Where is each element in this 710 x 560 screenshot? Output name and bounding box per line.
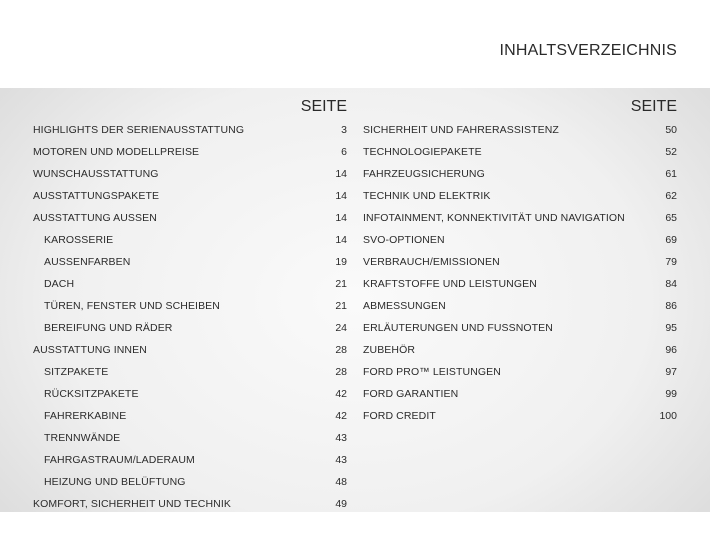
toc-entry-label: FORD CREDIT — [363, 410, 436, 422]
toc-entry-label: INFOTAINMENT, KONNEKTIVITÄT UND NAVIGATION — [363, 212, 625, 224]
toc-entry-label: AUSSTATTUNG AUSSEN — [33, 212, 157, 224]
toc-entry-page: 42 — [335, 388, 347, 400]
toc-entry-page: 49 — [335, 498, 347, 510]
toc-subentry[interactable] — [33, 471, 347, 493]
toc-column-right — [363, 96, 677, 427]
toc-entry[interactable] — [363, 163, 677, 185]
toc-entry[interactable] — [363, 141, 677, 163]
toc-entry-label: FORD GARANTIEN — [363, 388, 459, 400]
toc-subentry[interactable] — [33, 383, 347, 405]
toc-entry[interactable] — [33, 493, 347, 515]
toc-entry-page: 69 — [665, 234, 677, 246]
toc-entry-page: 86 — [665, 300, 677, 312]
toc-entry[interactable] — [363, 251, 677, 273]
toc-entry-page: 42 — [335, 410, 347, 422]
toc-entry-label: TECHNIK UND ELEKTRIK — [363, 190, 491, 202]
toc-entry-page: 28 — [335, 366, 347, 378]
toc-entry-page: 84 — [665, 278, 677, 290]
toc-entry-label: DACH — [44, 278, 75, 290]
toc-subentry[interactable] — [33, 449, 347, 471]
toc-subentry[interactable] — [33, 251, 347, 273]
toc-entry-page: 14 — [335, 212, 347, 224]
toc-entry-label: VERBRAUCH/EMISSIONEN — [363, 256, 500, 268]
toc-entry-page: 19 — [335, 256, 347, 268]
toc-entry[interactable] — [363, 185, 677, 207]
toc-entry-page: 43 — [335, 454, 347, 466]
toc-entry-page: 48 — [335, 476, 347, 488]
column-header-page: SEITE — [300, 98, 347, 115]
toc-entry-label: SICHERHEIT UND FAHRERASSISTENZ — [363, 124, 559, 136]
toc-entry-page: 24 — [335, 322, 347, 334]
toc-entry-label: TÜREN, FENSTER UND SCHEIBEN — [44, 300, 220, 312]
toc-entry[interactable] — [33, 141, 347, 163]
toc-entry-label: ZUBEHÖR — [363, 344, 416, 356]
toc-entry-page: 14 — [335, 234, 347, 246]
toc-entry-page: 97 — [665, 366, 677, 378]
toc-entry-page: 43 — [335, 432, 347, 444]
toc-entry-page: 28 — [335, 344, 347, 356]
toc-entry[interactable] — [363, 229, 677, 251]
toc-entry-label: FORD PRO™ LEISTUNGEN — [363, 366, 501, 378]
toc-entry[interactable] — [33, 185, 347, 207]
toc-entry-page: 14 — [335, 168, 347, 180]
toc-entry-label: HEIZUNG UND BELÜFTUNG — [44, 476, 186, 488]
toc-entry[interactable] — [363, 339, 677, 361]
toc-entry-page: 79 — [665, 256, 677, 268]
toc-entry-page: 14 — [335, 190, 347, 202]
toc-subentry[interactable] — [33, 361, 347, 383]
toc-entry-page: 99 — [665, 388, 677, 400]
toc-entry[interactable] — [363, 295, 677, 317]
toc-subentry[interactable] — [33, 229, 347, 251]
toc-subentry[interactable] — [33, 295, 347, 317]
toc-entry[interactable] — [363, 119, 677, 141]
column-header-page: SEITE — [630, 98, 677, 115]
toc-entry-page: 96 — [665, 344, 677, 356]
page-title: INHALTSVERZEICHNIS — [499, 42, 677, 59]
toc-entry-label: AUSSTATTUNG INNEN — [33, 344, 147, 356]
toc-entry-label: HIGHLIGHTS DER SERIENAUSSTATTUNG — [33, 124, 245, 136]
toc-entry-label: FAHRZEUGSICHERUNG — [363, 168, 485, 180]
toc-entry-label: ABMESSUNGEN — [363, 300, 446, 312]
toc-entry-page: 100 — [659, 410, 677, 422]
toc-entry[interactable] — [363, 405, 677, 427]
toc-entry-label: WUNSCHAUSSTATTUNG — [33, 168, 159, 180]
toc-entry-page: 95 — [665, 322, 677, 334]
toc-entry[interactable] — [363, 207, 677, 229]
toc-entry-page: 65 — [665, 212, 677, 224]
toc-entry-label: KRAFTSTOFFE UND LEISTUNGEN — [363, 278, 537, 290]
toc-entry-page: 50 — [665, 124, 677, 136]
toc-entry[interactable] — [33, 163, 347, 185]
toc-entry-page: 21 — [335, 300, 347, 312]
toc-subentry[interactable] — [33, 273, 347, 295]
toc-entry-label: BEREIFUNG UND RÄDER — [44, 322, 173, 334]
toc-entry[interactable] — [33, 207, 347, 229]
toc-entry-page: 61 — [665, 168, 677, 180]
toc-entry-page: 62 — [665, 190, 677, 202]
toc-entry-page: 3 — [341, 124, 347, 136]
toc-entry-label: AUSSTATTUNGSPAKETE — [33, 190, 160, 202]
toc-entry-label: SVO-OPTIONEN — [363, 234, 445, 246]
toc-subentry[interactable] — [33, 427, 347, 449]
toc-entry-label: TECHNOLOGIEPAKETE — [363, 146, 482, 158]
toc-entry-label: RÜCKSITZPAKETE — [44, 388, 139, 400]
toc-entry-label: TRENNWÄNDE — [44, 432, 121, 444]
toc-entry[interactable] — [363, 361, 677, 383]
toc-entry[interactable] — [33, 119, 347, 141]
toc-entry[interactable] — [363, 383, 677, 405]
toc-entry-label: SITZPAKETE — [44, 366, 109, 378]
toc-entry-label: MOTOREN UND MODELLPREISE — [33, 146, 200, 158]
toc-entry-label: ERLÄUTERUNGEN UND FUSSNOTEN — [363, 322, 553, 334]
toc-entry-label: AUSSENFARBEN — [44, 256, 131, 268]
toc-entry[interactable] — [363, 317, 677, 339]
toc-entry-page: 6 — [341, 146, 347, 158]
toc-entry[interactable] — [363, 273, 677, 295]
toc-column-left — [33, 96, 347, 515]
toc-entry-label: FAHRGASTRAUM/LADERAUM — [44, 454, 195, 466]
toc-entry-page: 21 — [335, 278, 347, 290]
toc-subentry[interactable] — [33, 317, 347, 339]
toc-entry-page: 52 — [665, 146, 677, 158]
toc-entry-label: KOMFORT, SICHERHEIT UND TECHNIK — [33, 498, 231, 510]
toc-entry[interactable] — [33, 339, 347, 361]
toc-subentry[interactable] — [33, 405, 347, 427]
toc-entry-label: KAROSSERIE — [44, 234, 114, 246]
toc-entry-label: FAHRERKABINE — [44, 410, 127, 422]
